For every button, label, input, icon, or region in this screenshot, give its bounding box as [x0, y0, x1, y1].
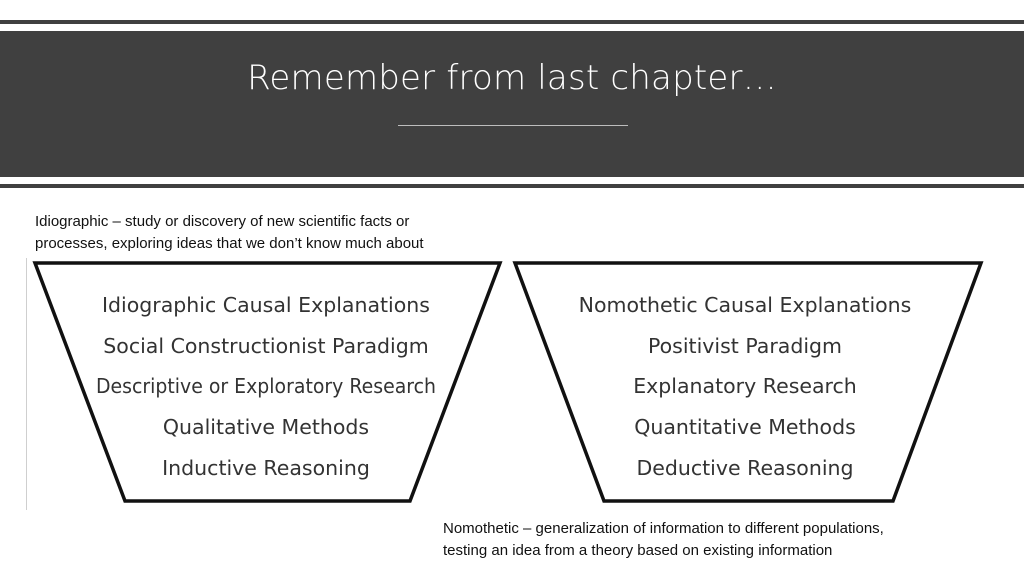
- left-funnel-item-1: Idiographic Causal Explanations: [102, 293, 430, 317]
- idiographic-note-line-1: Idiographic – study or discovery of new scientific facts or: [35, 213, 410, 230]
- left-funnel-item-4: Qualitative Methods: [162, 415, 370, 439]
- nomothetic-note: [443, 518, 884, 562]
- right-funnel-item-1: Nomothetic Causal Explanations: [578, 293, 912, 317]
- right-funnel-item-3: Explanatory Research: [633, 374, 857, 398]
- nomothetic-note-line-1: Nomothetic – generalization of information to different populations,: [443, 520, 884, 537]
- idiographic-note-line-2: processes, exploring ideas that we don’t know much about: [35, 235, 424, 252]
- nomothetic-note-line-2: testing an idea from a theory based on existing information: [443, 542, 833, 559]
- right-funnel-item-5: Deductive Reasoning: [636, 456, 854, 480]
- left-funnel: [35, 263, 500, 501]
- right-funnel-item-2: Positivist Paradigm: [647, 334, 843, 358]
- page-title: Remember from last chapter…: [247, 58, 777, 98]
- left-funnel-item-2: Social Constructionist Paradigm: [103, 334, 429, 358]
- right-funnel-item-4: Quantitative Methods: [634, 415, 856, 439]
- left-funnel-item-3: Descriptive or Exploratory Research: [96, 374, 436, 398]
- left-funnel-item-5: Inductive Reasoning: [162, 456, 370, 480]
- right-funnel: [515, 263, 981, 501]
